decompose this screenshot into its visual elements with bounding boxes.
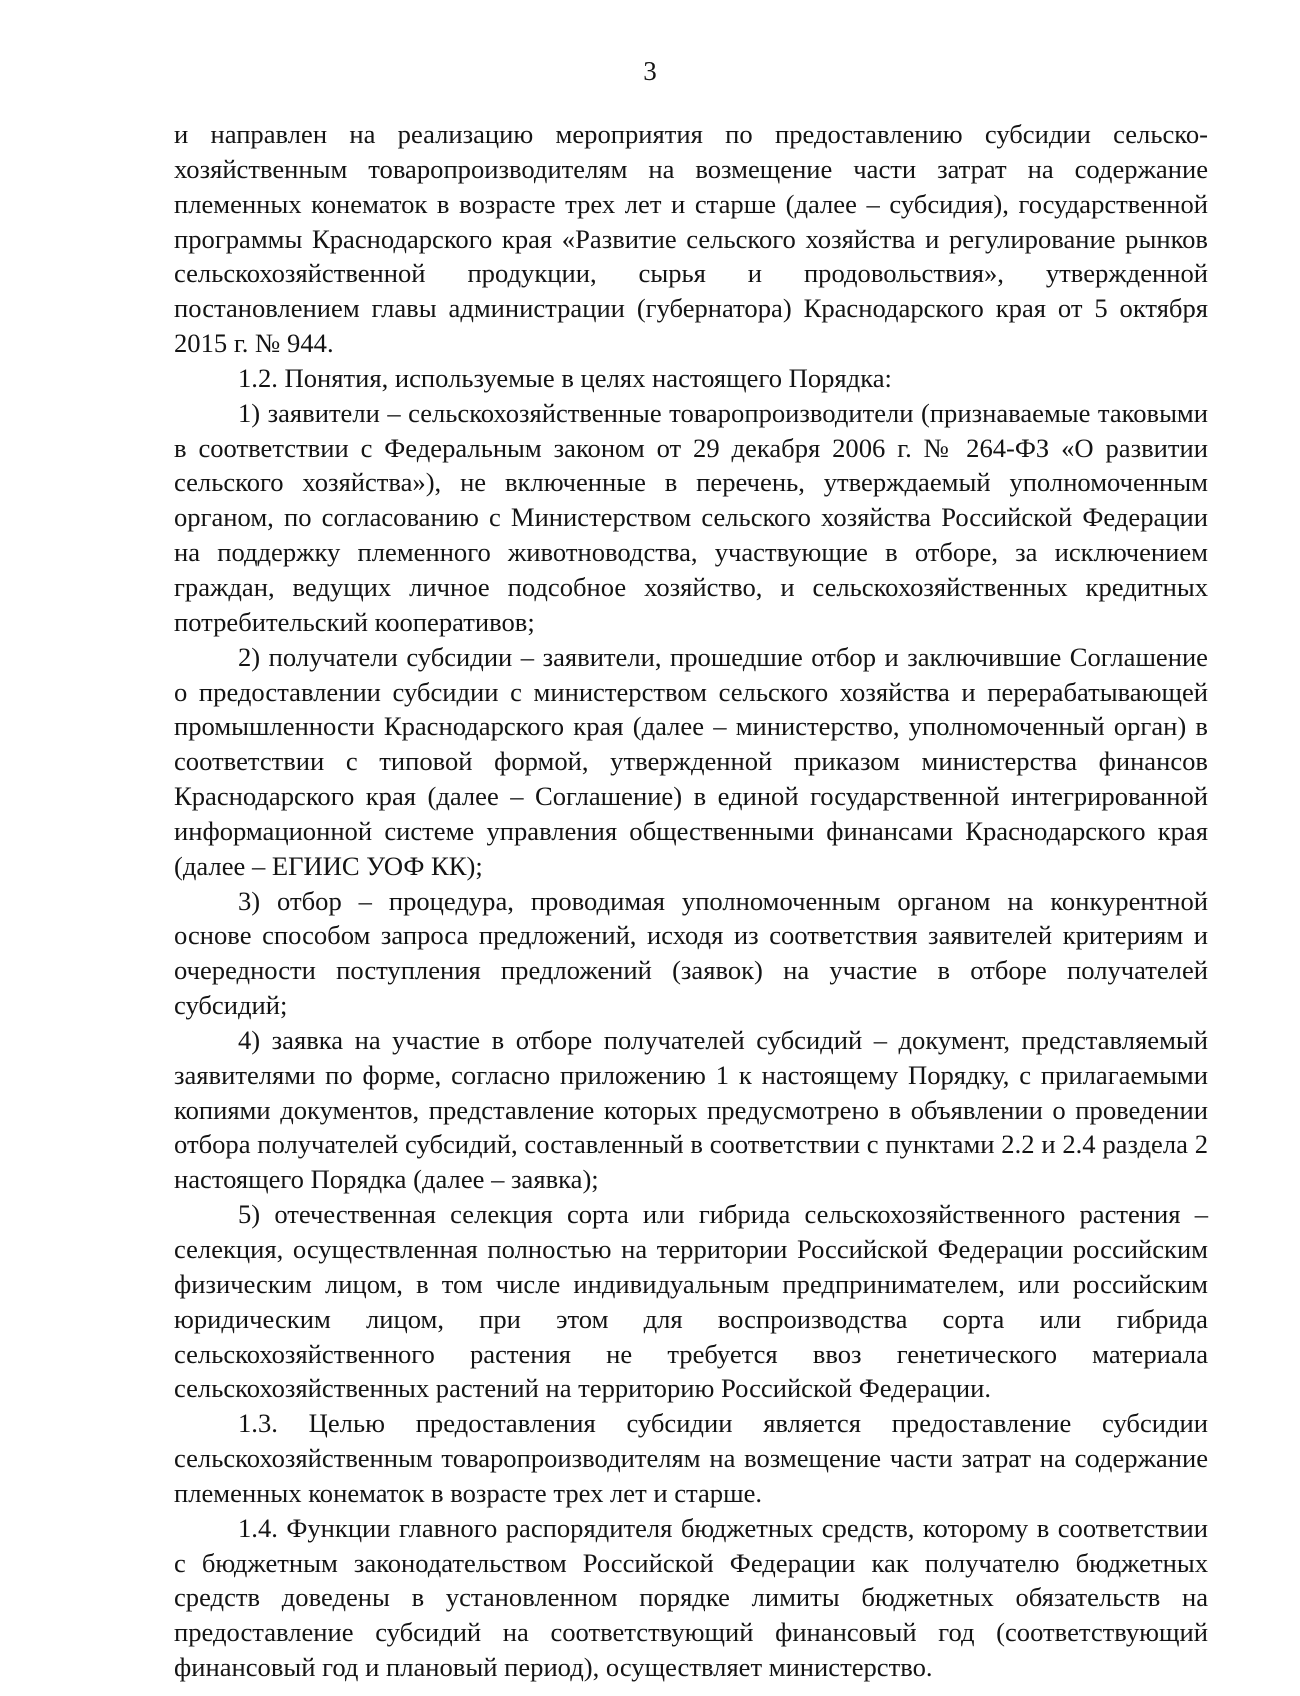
paragraph-definition-2: 2) получатели субсидии – заявители, прошедшие отбор и заключившие Соглашение о предоставлении субсидии с министерством сельского хозяйства и перерабатывающей промышленности Краснодарского края (далее – министерство, уполномоченный орган) в соответствии с типовой формой, утвержденной приказом министерства финансов Краснодарского края (далее – Соглашение) в единой государственной интегрированной информационной системе управления общественными финансами Краснодарского края (далее – ЕГИИС УОФ КК); [174, 641, 1208, 881]
paragraph-1-2: 1.2. Понятия, используемые в целях настоящего Порядка: [238, 362, 892, 393]
paragraph-definition-4: 4) заявка на участие в отборе получателей субсидий – документ, представляемый заявителями по форме, согласно приложению 1 к настоящему Порядку, с прилагаемыми копиями документов, представление которых предусмотрено в объявлении о проведении отбора получателей субсидий, составленный в соответствии с пунктами 2.2 и 2.4 раздела 2 настоящего Порядка (далее – заявка); [174, 1024, 1208, 1195]
paragraph-intro: и направлен на реализацию мероприятия по предоставлению субсидии сельскохозяйственным товаропроизводителям на возмещение части затрат на содержание племенных конематок в возрасте трех лет и старше (далее – субсидия), государственной программы Краснодарского края «Развитие сельского хозяйства и регулирование рынков сельскохозяйственной продукции, сырья и продовольствия», утвержденной постановлением главы администрации (губернатора) Краснодарского края от 5 октября 2015 г. № 944. [174, 119, 1208, 359]
paragraph-1-4: 1.4. Функции главного распорядителя бюджетных средств, которому в соответствии с бюджетным законодательством Российской Федерации как получателю бюджетных средств доведены в установленном порядке лимиты бюджетных обязательств на предоставление субсидий на соответствующий финансовый год (соответствующий финансовый год и плановый период), осуществляет министерство. [174, 1512, 1208, 1683]
paragraph-1-3: 1.3. Целью предоставления субсидии является предоставление субсидии сельскохозяйственным товаропроизводителям на возмещение части затрат на содержание племенных конематок в возрасте трех лет и старше. [174, 1408, 1208, 1508]
paragraph-definition-5: 5) отечественная селекция сорта или гибрида сельскохозяйственного растения – селекция, осуществленная полностью на территории Российской Федерации российским физическим лицом, в том числе индивидуальным предпринимателем, или российским юридическим лицом, при этом для воспроизводства сорта или гибрида сельскохозяйственного растения не требуется ввоз генетического материала сельскохозяйственных растений на территорию Российской Федерации. [174, 1199, 1208, 1404]
paragraph-definition-3: 3) отбор – процедура, проводимая уполномоченным органом на конкурентной основе способом запроса предложений, исходя из соответствия заявителей критериям и очередности поступления предложений (заявок) на участие в отборе получателей субсидий; [174, 885, 1208, 1021]
document-body [174, 117, 1208, 1685]
paragraph-definition-1: 1) заявители – сельскохозяйственные товаропроизводители (признаваемые таковыми в соответствии с Федеральным законом от 29 декабря 2006 г. № 264-ФЗ «О развитии сельского хозяйства»), не включенные в перечень, утверждаемый уполномоченным органом, по согласованию с Министерством сельского хозяйства Российской Федерации на поддержку племенного животноводства, участвующие в отборе, за исключением граждан, ведущих личное подсобное хозяйство, и сельскохозяйственных кредитных потребительский кооперативов; [174, 397, 1208, 637]
page-number: 3 [643, 56, 657, 86]
